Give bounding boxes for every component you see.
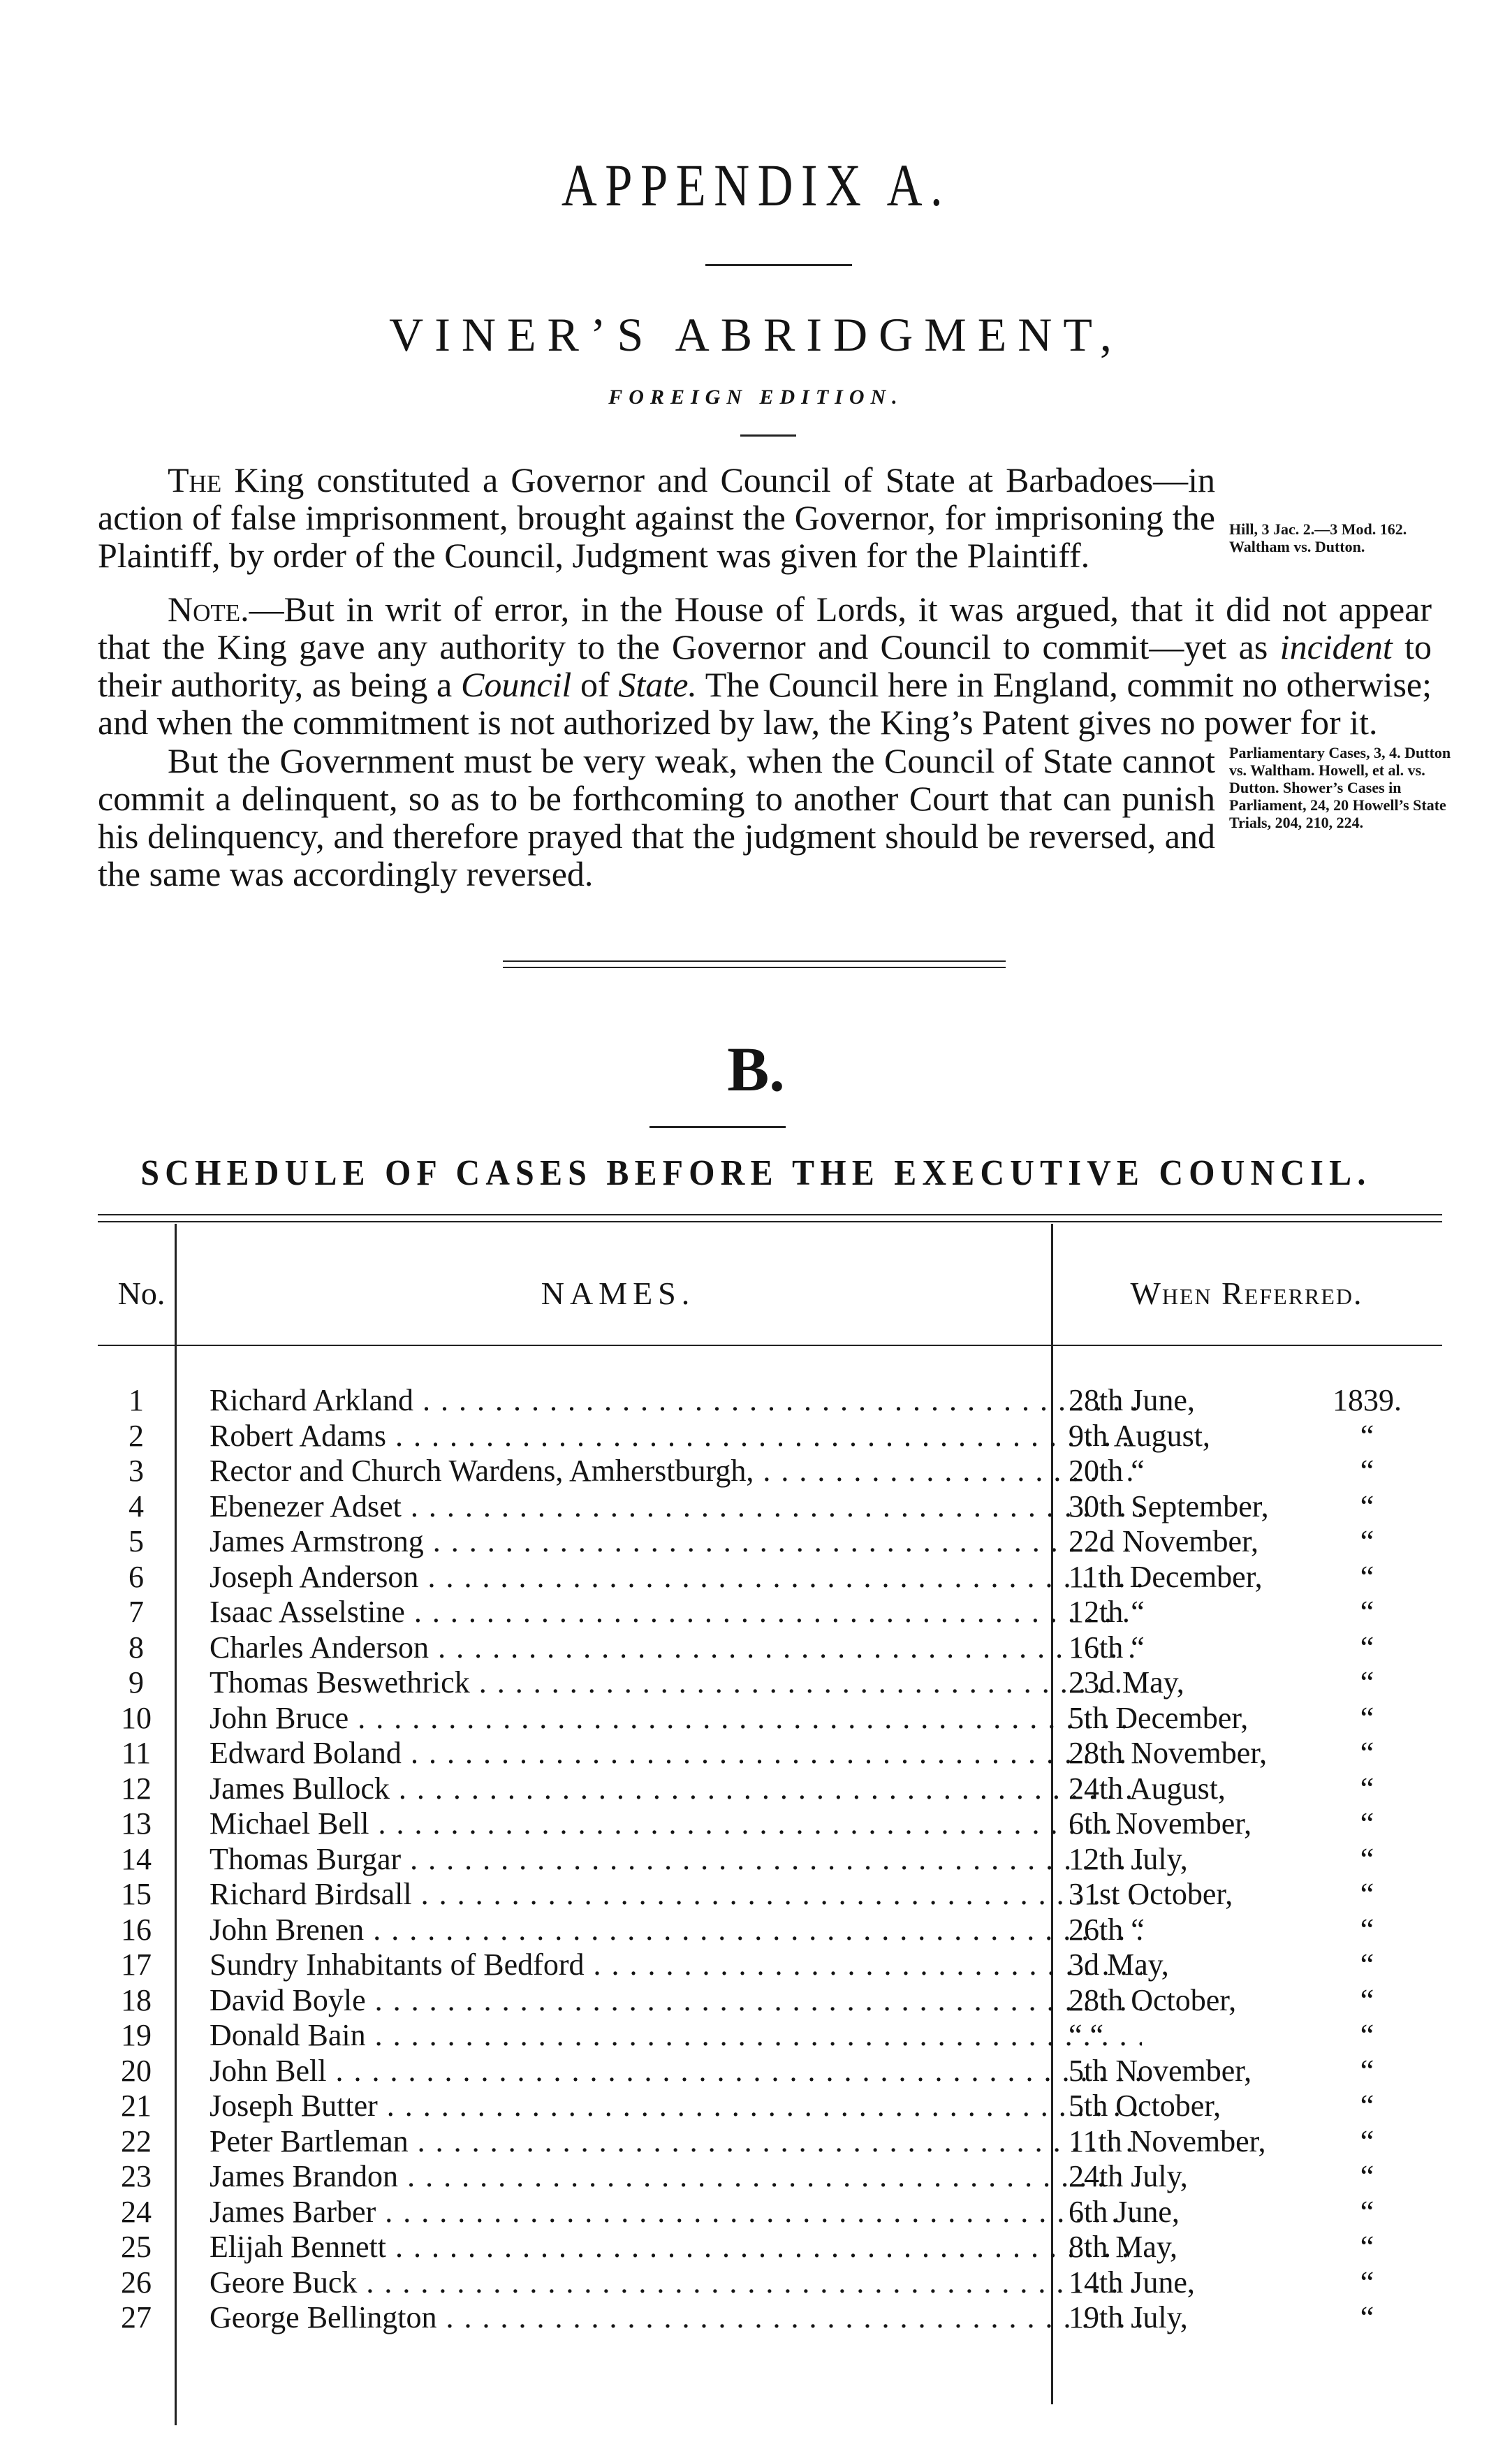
case-name: Joseph Butter . . . — [210, 2089, 1142, 2124]
table-row — [98, 2265, 1442, 2301]
table-row — [98, 1419, 1442, 1454]
year-referred: “ — [1360, 2230, 1374, 2264]
row-number: 23 — [121, 2159, 152, 2193]
row-number: 16 — [121, 1912, 152, 1947]
case-name: James Bullock . . . — [210, 1771, 1142, 1806]
case-name: Richard Birdsall . . . — [210, 1877, 1142, 1912]
year-referred: “ — [1360, 1877, 1374, 1911]
table-row — [98, 1454, 1442, 1489]
date-referred: 28th June, — [1069, 1383, 1195, 1417]
note-lead: Note. — [168, 590, 249, 629]
row-number: 2 — [129, 1418, 144, 1453]
schedule-table-body — [98, 1383, 1442, 2336]
year-referred: “ — [1360, 2300, 1374, 2334]
year-referred: “ — [1360, 1806, 1374, 1841]
case-name: Elijah Bennett . . . — [210, 2230, 1142, 2265]
table-row — [98, 1947, 1442, 1983]
table-row — [98, 2159, 1442, 2195]
case-name: Thomas Beswethrick . . . — [210, 1665, 1142, 1700]
case-name: Geore Buck . . . — [210, 2265, 1142, 2300]
paragraph-note: Note.—But in writ of error, in the House of Lords, it was argued, that it did not appear that the King gave any authority to the Governor and Council to commit—yet as incident to their authority, as being a Council of State. The Council here in England, commit no otherwise; and when the commitment is not authorized by law, the King’s Patent gives no power for it. — [98, 590, 1432, 742]
italic-state: State. — [618, 665, 697, 704]
paragraph-first-word: The — [168, 460, 222, 499]
year-referred: “ — [1360, 1912, 1374, 1947]
title-rule — [705, 264, 852, 266]
date-referred: 5th October, — [1069, 2089, 1221, 2123]
table-header-rule — [98, 1345, 1442, 1346]
row-number: 15 — [121, 1877, 152, 1911]
row-number: 26 — [121, 2265, 152, 2300]
row-number: 18 — [121, 1982, 152, 2017]
case-name: Rector and Church Wardens, Amherstburgh, . . . — [210, 1454, 1142, 1489]
row-number: 17 — [121, 1947, 152, 1982]
year-referred: 1839. — [1333, 1383, 1402, 1417]
date-referred: 3d May, — [1069, 1947, 1169, 1982]
date-referred: 5th December, — [1069, 1700, 1249, 1735]
date-referred: 16th “ — [1069, 1630, 1145, 1665]
row-number: 9 — [129, 1665, 144, 1700]
table-row — [98, 2054, 1442, 2089]
table-row — [98, 2195, 1442, 2230]
date-referred: 28th November, — [1069, 1736, 1268, 1770]
table-top-rule-2 — [98, 1221, 1442, 1222]
row-number: 6 — [129, 1559, 144, 1594]
section-title: VINER’S ABRIDGMENT, — [389, 308, 1123, 361]
row-number: 19 — [121, 2018, 152, 2052]
year-referred: “ — [1360, 1982, 1374, 2017]
date-referred: “ “ — [1069, 2018, 1104, 2052]
case-name: John Bell . . . — [210, 2054, 1142, 2089]
case-name: James Barber . . . — [210, 2195, 1142, 2230]
date-referred: 9th August, — [1069, 1418, 1210, 1453]
year-referred: “ — [1360, 1524, 1374, 1558]
margin-note-parliamentary: Parliamentary Cases, 3, 4. Dutton vs. Waltham. Howell, et al. vs. Dutton. Shower’s Cases in Parliament, 24, 20 Howell’s State Trials, 204, 210, 224. — [1229, 744, 1451, 831]
year-referred: “ — [1360, 2089, 1374, 2123]
date-referred: 14th June, — [1069, 2265, 1195, 2300]
case-name: James Brandon . . . — [210, 2159, 1142, 2194]
table-row — [98, 1665, 1442, 1701]
year-referred: “ — [1360, 2018, 1374, 2052]
case-name: Thomas Burgar . . . — [210, 1842, 1142, 1877]
case-name: James Armstrong . . . — [210, 1524, 1142, 1559]
year-referred: “ — [1360, 1736, 1374, 1770]
date-referred: 12th July, — [1069, 1841, 1188, 1876]
case-name: George Bellington . . . — [210, 2300, 1142, 2335]
year-referred: “ — [1360, 1700, 1374, 1735]
section-subtitle: FOREIGN EDITION. — [608, 386, 904, 409]
year-referred: “ — [1360, 2053, 1374, 2088]
table-row — [98, 1877, 1442, 1913]
row-number: 20 — [121, 2053, 152, 2088]
paragraph-barbadoes — [98, 461, 1215, 574]
section-divider-top — [503, 960, 1006, 962]
case-name: Charles Anderson . . . — [210, 1630, 1142, 1665]
table-row — [98, 1983, 1442, 2019]
table-top-rule-1 — [98, 1214, 1442, 1215]
table-row — [98, 1736, 1442, 1771]
date-referred: 5th November, — [1069, 2053, 1252, 2088]
date-referred: 23d May, — [1069, 1665, 1184, 1700]
row-number: 11 — [121, 1736, 152, 1770]
table-row — [98, 1524, 1442, 1560]
row-number: 12 — [121, 1771, 152, 1806]
case-name: John Bruce . . . — [210, 1701, 1142, 1736]
case-name: David Boyle . . . — [210, 1983, 1142, 2018]
year-referred: “ — [1360, 2159, 1374, 2193]
case-name: Edward Boland . . . — [210, 1736, 1142, 1771]
table-row — [98, 1595, 1442, 1630]
date-referred: 11th December, — [1069, 1559, 1263, 1594]
date-referred: 20th “ — [1069, 1454, 1145, 1488]
date-referred: 19th July, — [1069, 2300, 1188, 2334]
date-referred: 12th “ — [1069, 1595, 1145, 1629]
table-row — [98, 1560, 1442, 1595]
row-number: 21 — [121, 2089, 152, 2123]
row-number: 3 — [129, 1454, 144, 1488]
case-name: Ebenezer Adset . . . — [210, 1489, 1142, 1524]
section-divider-bottom — [503, 967, 1006, 968]
row-number: 27 — [121, 2300, 152, 2334]
row-number: 7 — [129, 1595, 144, 1629]
margin-note-citation: Hill, 3 Jac. 2.—3 Mod. 162. Waltham vs. Dutton. — [1229, 520, 1407, 555]
table-row — [98, 2124, 1442, 2160]
table-row — [98, 2300, 1442, 2336]
date-referred: 24th July, — [1069, 2159, 1188, 2193]
year-referred: “ — [1360, 2124, 1374, 2158]
case-name: Isaac Asselstine . . . — [210, 1595, 1142, 1630]
date-referred: 6th June, — [1069, 2194, 1180, 2229]
date-referred: 22d November, — [1069, 1524, 1258, 1558]
date-referred: 31st October, — [1069, 1877, 1233, 1911]
year-referred: “ — [1360, 2265, 1374, 2300]
table-row — [98, 1383, 1442, 1419]
table-row — [98, 1771, 1442, 1807]
year-referred: “ — [1360, 1454, 1374, 1488]
paragraph-government: But the Government must be very weak, when the Council of State cannot commit a delinquent, so as to be forthcoming to another Court that can punish his delinquency, and therefore prayed that the judgment should be reversed, and the same was accordingly reversed. — [98, 741, 1215, 893]
b-rule — [649, 1126, 786, 1128]
year-referred: “ — [1360, 1559, 1374, 1594]
date-referred: 8th May, — [1069, 2230, 1178, 2264]
row-number: 1 — [129, 1383, 144, 1417]
year-referred: “ — [1360, 1630, 1374, 1665]
row-number: 24 — [121, 2194, 152, 2229]
table-row — [98, 1913, 1442, 1948]
row-number: 5 — [129, 1524, 144, 1558]
row-number: 10 — [121, 1700, 152, 1735]
case-name: Donald Bain . . . — [210, 2018, 1142, 2053]
date-referred: 26th “ — [1069, 1912, 1145, 1947]
year-referred: “ — [1360, 1947, 1374, 1982]
row-number: 8 — [129, 1630, 144, 1665]
case-name: John Brenen . . . — [210, 1913, 1142, 1947]
row-number: 25 — [121, 2230, 152, 2264]
case-name: Peter Bartleman . . . — [210, 2124, 1142, 2159]
case-name: Michael Bell . . . — [210, 1806, 1142, 1841]
section-b-heading: B. — [727, 1035, 785, 1104]
year-referred: “ — [1360, 1771, 1374, 1806]
row-number: 14 — [121, 1841, 152, 1876]
year-referred: “ — [1360, 1489, 1374, 1523]
subtitle-rule — [740, 434, 796, 437]
table-row — [98, 1489, 1442, 1525]
case-name: Robert Adams . . . — [210, 1419, 1142, 1454]
year-referred: “ — [1360, 1595, 1374, 1629]
column-header-names: NAMES. — [541, 1275, 696, 1311]
schedule-title: SCHEDULE OF CASES BEFORE THE EXECUTIVE COUNCIL. — [140, 1153, 1372, 1193]
italic-council: Council — [460, 665, 572, 704]
date-referred: 24th August, — [1069, 1771, 1226, 1806]
italic-incident: incident — [1279, 627, 1393, 666]
year-referred: “ — [1360, 1841, 1374, 1876]
year-referred: “ — [1360, 2194, 1374, 2229]
table-row — [98, 1701, 1442, 1737]
column-header-no: No. — [117, 1275, 166, 1311]
date-referred: 11th November, — [1069, 2124, 1266, 2158]
year-referred: “ — [1360, 1665, 1374, 1700]
table-row — [98, 2230, 1442, 2265]
case-name: Sundry Inhabitants of Bedford . . . — [210, 1947, 1142, 1982]
paragraph-body: King constituted a Governor and Council of State at Barbadoes—in action of false imprisonment, brought against the Governor, for imprisoning the Plaintiff, by order of the Council, Judgment was given for the Plaintiff. — [98, 460, 1215, 575]
table-row — [98, 2018, 1442, 2054]
row-number: 22 — [121, 2124, 152, 2158]
date-referred: 30th September, — [1069, 1489, 1269, 1523]
table-row — [98, 1842, 1442, 1878]
year-referred: “ — [1360, 1418, 1374, 1453]
table-row — [98, 1630, 1442, 1666]
table-row — [98, 2089, 1442, 2124]
appendix-title: APPENDIX A. — [561, 152, 951, 219]
row-number: 13 — [121, 1806, 152, 1841]
case-name: Richard Arkland . . . — [210, 1383, 1142, 1418]
column-header-when-referred: When Referred. — [1130, 1275, 1363, 1311]
row-number: 4 — [129, 1489, 144, 1523]
date-referred: 28th October, — [1069, 1982, 1237, 2017]
case-name: Joseph Anderson . . . — [210, 1560, 1142, 1595]
date-referred: 6th November, — [1069, 1806, 1252, 1841]
table-row — [98, 1806, 1442, 1842]
